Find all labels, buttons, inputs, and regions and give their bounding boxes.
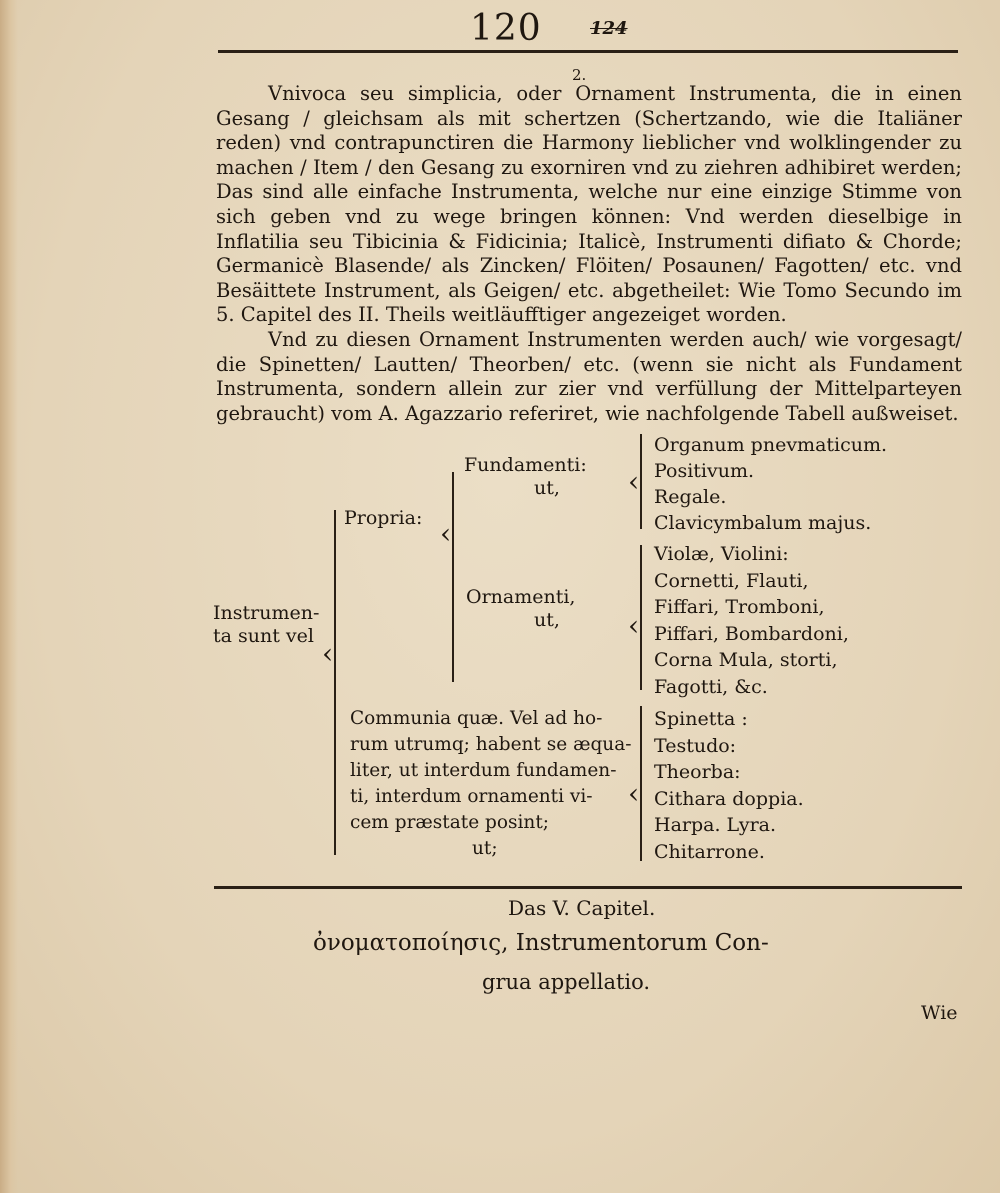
- root-brace-point: ‹: [322, 637, 334, 670]
- paragraph-2: Vnd zu diesen Ornament Instrumenten werden auch/ wie vorgesagt/ die Spinetten/ Lautten/ Theorben/ etc. (wenn sie nicht als Fundament Instrumenta, sondern allein zur zier vnd verfüllung der Mittelparteyen gebraucht) vom A. Agazzario referiret, wie nachfolgende Tabell außweiset.: [216, 328, 962, 425]
- page-spine-shadow: [0, 0, 18, 1193]
- ornamenti-brace-point: ‹: [628, 609, 640, 642]
- list-item: Fagotti, &c.: [654, 675, 768, 698]
- signature-mark: 2.: [572, 66, 587, 84]
- communia-label: Communia quæ. Vel ad ho- rum utrumq; habent se æqua- liter, ut interdum fundamen- ti, interdum ornamenti vi- cem præstate posint; ut;: [350, 708, 632, 859]
- list-item: Chitarrone.: [654, 840, 765, 863]
- propria-brace: [452, 472, 454, 682]
- paragraph-1: Vnivoca seu simplicia, oder Ornament Instrumenta, die in einen Gesang / gleichsam als mit schertzen (Schertzando, wie die Italiäner reden) vnd contrapunctiren die Harmony lieblicher vnd wolklingender zu machen / Item / den Gesang zu exorniren vnd zu ziehren adhibiret werden; Das sind alle einfache Instrumenta, welche nur eine einzige Stimme von sich geben vnd zu wege bringen können: Vnd werden dieselbige in Inflatilia seu Tibicinia & Fidicinia; Italicè, Instrumenti difiato & Chorde; Germanicè Blasende/ als Zincken/ Flöiten/ Posaunen/ Fagotten/ etc. vnd Besäittete Instrument, als Geigen/ etc. abgetheilet: Wie Tomo Secundo im 5. Capitel des II. Theils weitläufftiger angezeiget worden.: [216, 82, 962, 327]
- fundamenti-brace-point: ‹: [628, 465, 640, 498]
- list-item: Regale.: [654, 486, 727, 508]
- ornamenti-brace: [640, 545, 642, 690]
- propria-brace-point: ‹: [440, 517, 452, 550]
- fundamenti-list: [654, 432, 887, 536]
- list-item: Corna Mula, storti,: [654, 649, 838, 671]
- propria-label: Propria:: [344, 507, 423, 529]
- list-item: Clavicymbalum majus.: [654, 512, 872, 534]
- communia-brace: [640, 706, 642, 861]
- page-number: 120: [470, 8, 542, 49]
- fundamenti-label: Fundamenti: ut,: [464, 454, 587, 499]
- table-root: Instrumen- ta sunt vel: [213, 602, 320, 647]
- ornamenti-list: [654, 541, 849, 700]
- list-item: Fiffari, Tromboni,: [654, 596, 825, 618]
- header-rule: [218, 50, 958, 53]
- chapter-title: ὀνοματοποίησις, Instrumentorum Con-: [313, 930, 769, 956]
- communia-brace-point: ‹: [628, 777, 640, 810]
- list-item: Theorba:: [654, 761, 741, 783]
- root-brace: [334, 510, 336, 855]
- ornamenti-label: Ornamenti, ut,: [466, 586, 576, 631]
- list-item: Harpa. Lyra.: [654, 814, 777, 836]
- list-item: Cithara doppia.: [654, 787, 804, 810]
- list-item: Positivum.: [654, 460, 755, 482]
- list-item: Testudo:: [654, 734, 737, 757]
- crossed-page-number: 124: [590, 18, 628, 39]
- chapter-rule: [214, 886, 962, 889]
- chapter-heading: Das V. Capitel.: [508, 896, 656, 920]
- communia-list: [654, 706, 804, 865]
- list-item: Organum pnevmaticum.: [654, 434, 888, 456]
- list-item: Violæ, Violini:: [654, 543, 789, 565]
- fundamenti-brace: [640, 434, 642, 529]
- catchword: Wie: [921, 1002, 958, 1024]
- chapter-title-line2: grua appellatio.: [482, 970, 651, 994]
- list-item: Piffari, Bombardoni,: [654, 622, 849, 645]
- list-item: Cornetti, Flauti,: [654, 569, 809, 592]
- list-item: Spinetta :: [654, 708, 748, 730]
